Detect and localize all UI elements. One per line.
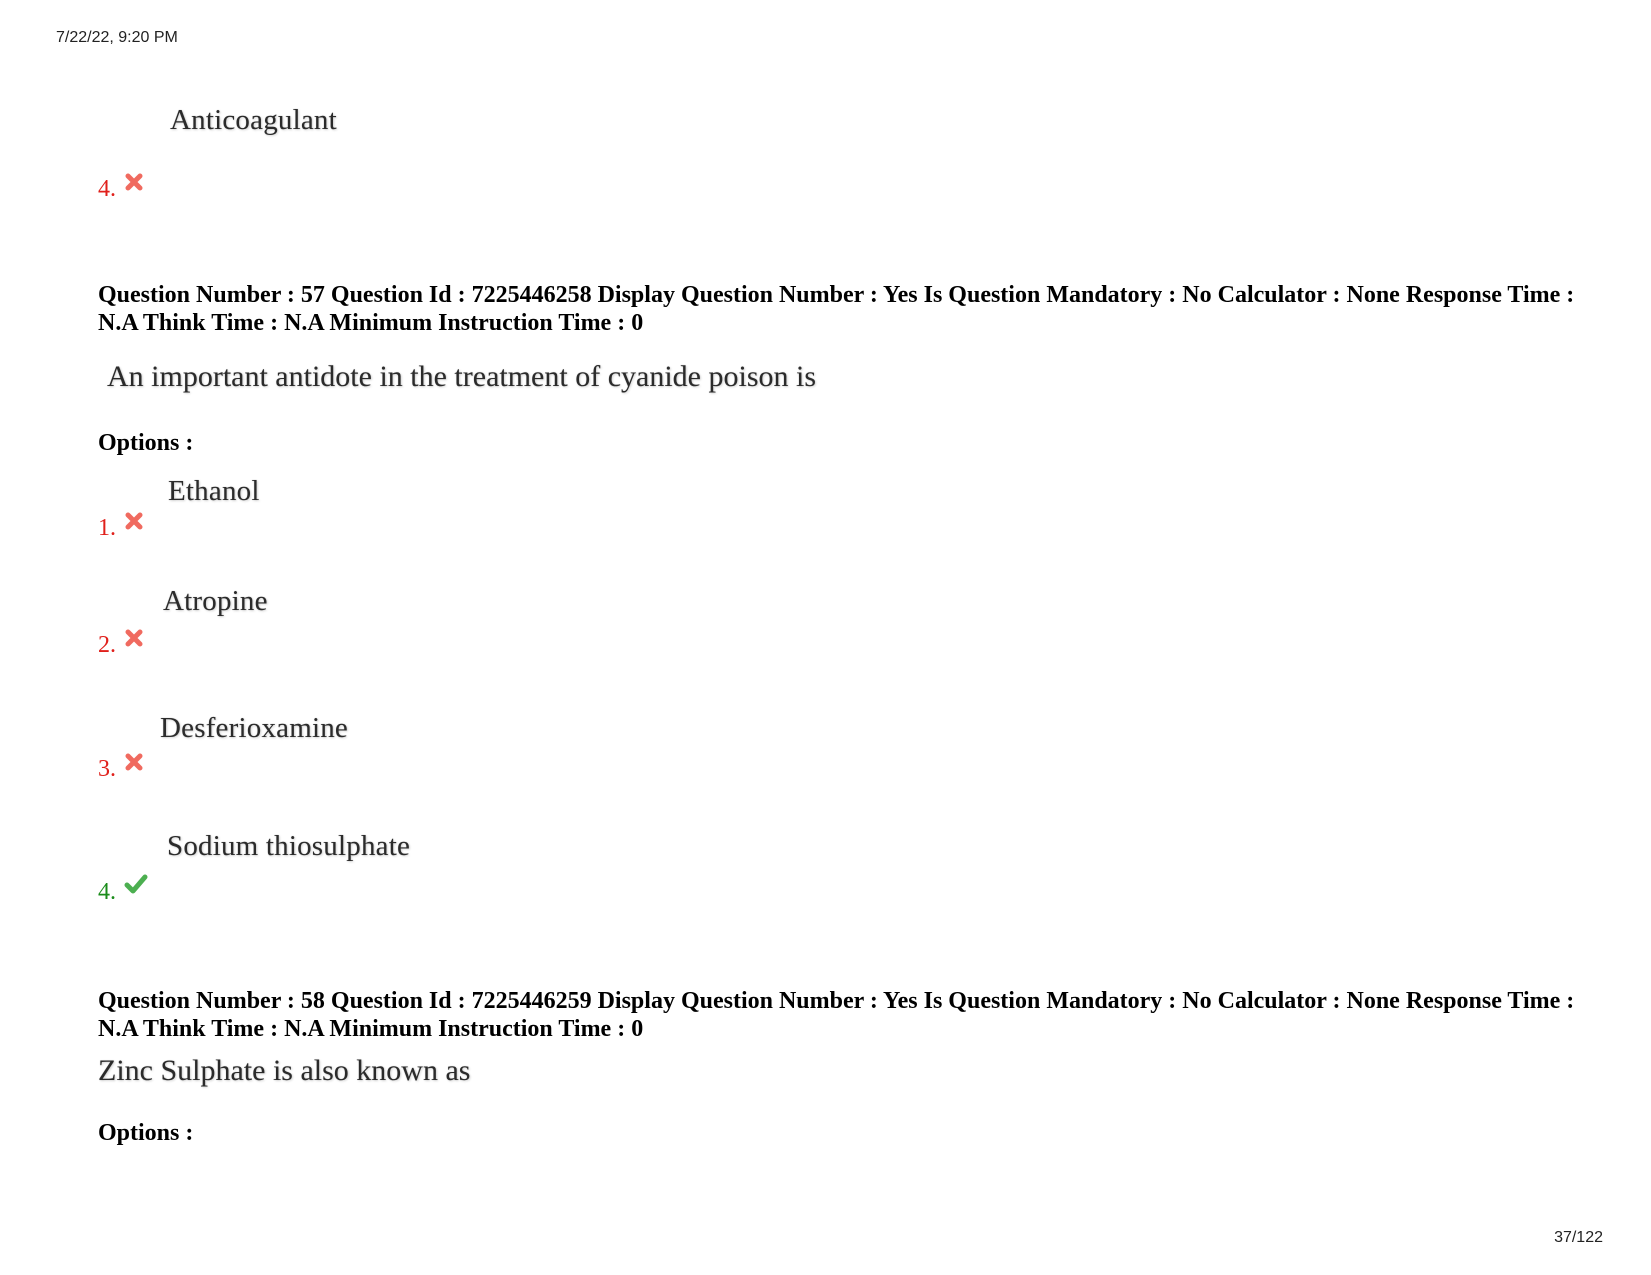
prev-option-4-number xyxy=(98,176,144,203)
option-number: 1. xyxy=(98,515,116,541)
option-number: 3. xyxy=(98,756,116,782)
q58-options-label: Options : xyxy=(98,1120,194,1146)
q57-question-text: An important antidote in the treatment of cyanide poison is xyxy=(107,360,816,393)
q57-option-3-number xyxy=(98,756,144,783)
print-timestamp: 7/22/22, 9:20 PM xyxy=(56,29,178,46)
prev-option-4-text: Anticoagulant xyxy=(170,104,337,136)
q57-option-4-number xyxy=(98,879,148,906)
q57-option-3-text: Desferioxamine xyxy=(160,712,349,744)
q57-option-2-number xyxy=(98,632,144,659)
q57-option-1-number xyxy=(98,515,144,542)
option-number: 2. xyxy=(98,632,116,658)
check-icon xyxy=(124,873,148,895)
cross-icon xyxy=(124,628,144,648)
option-number: 4. xyxy=(98,176,116,202)
q57-option-2-text: Atropine xyxy=(163,585,268,617)
page-number: 37/122 xyxy=(1554,1229,1603,1246)
q57-option-4-text: Sodium thiosulphate xyxy=(167,830,411,862)
q58-meta: Question Number : 58 Question Id : 7225446259 Display Question Number : Yes Is Question Mandatory : No Calculator : None Response Time : N.A Think Time : N.A Minimum Instruction Time : 0 xyxy=(98,988,1575,1042)
q57-meta: Question Number : 57 Question Id : 7225446258 Display Question Number : Yes Is Question Mandatory : No Calculator : None Response Time : N.A Think Time : N.A Minimum Instruction Time : 0 xyxy=(98,282,1575,336)
cross-icon xyxy=(124,752,144,772)
q57-option-1-text: Ethanol xyxy=(168,475,260,507)
q57-options-label: Options : xyxy=(98,430,194,456)
cross-icon xyxy=(124,511,144,531)
q58-question-text: Zinc Sulphate is also known as xyxy=(98,1054,471,1087)
option-number: 4. xyxy=(98,879,116,905)
cross-icon xyxy=(124,172,144,192)
